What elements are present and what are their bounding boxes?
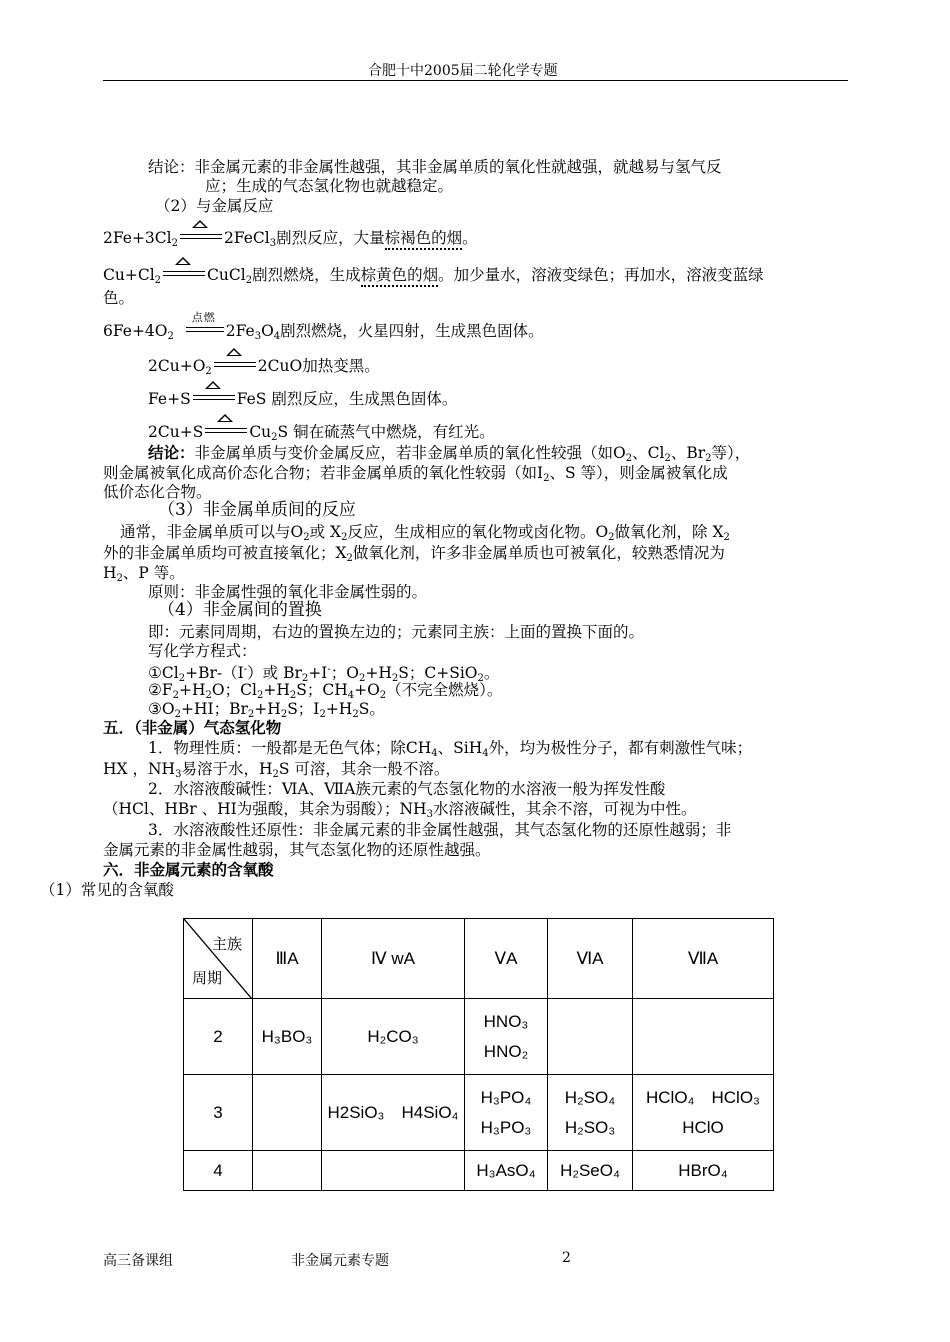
reaction-cu-cl2: $Cu+Cl_2$ CuCl$_2$剧烈燃烧，生成棕黄色的烟。加少量水，溶液变绿色；再加水，溶液变蓝绿 xyxy=(103,265,764,291)
period-cell: 2 xyxy=(184,999,253,1075)
section-2-heading: （2）与金属反应 xyxy=(155,197,274,215)
reaction-cu-o2: $2Cu+O_2$ 2CuO加热变黑。 xyxy=(148,356,380,382)
col-header: ⅦA xyxy=(633,919,774,999)
section-5-para-3: 2．水溶液酸碱性：ⅥA、ⅦA族元素的气态氢化物的水溶液一般为挥发性酸 xyxy=(148,780,666,798)
equation-2: $②F_2+H_2O$；$Cl_2+H_2S$；$CH_4+O_2$（不完全燃烧）。 xyxy=(148,681,503,701)
table-corner xyxy=(184,919,253,999)
conclusion-line-1: 结论：非金属元素的非金属性越强，其非金属单质的氧化性就越强，就越易与氢气反 xyxy=(148,158,722,176)
conclusion-2-line-3: 低价态化合物。 xyxy=(103,483,212,501)
section-4-heading: （4）非金属间的置换 xyxy=(158,600,322,620)
section-5-para-1: 1．物理性质：一般都是无色气体；除$CH_4$、SiH$_4$外，均为极性分子，都有刺激性气味； xyxy=(148,739,753,759)
section-6-heading: 六．非金属元素的含氧酸 xyxy=(103,860,274,879)
heat-condition-icon xyxy=(178,229,224,249)
section-3-para-2: 外的非金属单质均可被直接氧化；$X_2$做氧化剂，许多非金属单质也可被氧化，较熟悉情况为 xyxy=(103,544,725,564)
section-5-para-5: 3．水溶液酸性还原性：非金属元素的非金属性越强，其气态氢化物的还原性越弱；非 xyxy=(148,821,732,839)
footer-topic: 非金属元素专题 xyxy=(291,1253,389,1269)
table-cell xyxy=(548,999,633,1075)
period-cell: 3 xyxy=(184,1075,253,1151)
table-cell xyxy=(633,999,774,1075)
col-header: ⅤA xyxy=(465,919,548,999)
col-header: ⅥA xyxy=(548,919,633,999)
reaction-cu-s: 2Cu+S $Cu_2S$ 铜在硫蒸气中燃烧，有红光。 xyxy=(148,422,495,448)
section-3-para-3: $H_2$、P 等。 xyxy=(103,564,185,584)
emphasis-text: 棕褐色的烟 xyxy=(385,229,463,250)
equation-1: $①Cl_2+Br-(I^-)$或 $Br_2+I^-$；$O_2+H_2S$；C+SiO$_2$。 xyxy=(148,664,500,684)
conclusion-2-line-2: 则金属被氧化成高价态化合物；若非金属单质的氧化性较弱（如$I_2$、S 等），则金属被氧化成 xyxy=(103,464,728,484)
emphasis-text: 棕黄色的烟 xyxy=(361,266,439,287)
section-3-para-1: 通常，非金属单质可以与$O_2$或 $X_2$反应，生成相应的氧化物或卤化物。$O_2$做氧化剂，除 $X_2$ xyxy=(120,523,730,543)
table-cell xyxy=(253,1151,322,1191)
section-4-para-2: 写化学方程式： xyxy=(148,642,257,660)
footer-page-number: 2 xyxy=(562,1250,571,1266)
reaction-left: 2Fe+3Cl xyxy=(103,229,172,247)
table-cell: HNO₃ HNO₂ xyxy=(465,999,548,1075)
table-cell: H2SiO₃ H4SiO₄ xyxy=(322,1075,465,1151)
footer-group: 高三备课组 xyxy=(103,1253,173,1269)
table-cell: HBrO₄ xyxy=(633,1151,774,1191)
section-5-heading: 五．（非金属）气态氢化物 xyxy=(103,718,282,737)
section-6-sub: （1）常见的含氧酸 xyxy=(40,881,174,899)
heat-condition-icon xyxy=(161,266,207,286)
section-5-para-2: HX ，$NH_3$易溶于水，$H_2S$ 可溶，其余一般不溶。 xyxy=(103,760,450,780)
reaction-fe-cl2: $2Fe+3Cl_2$ 2FeCl$_3$剧烈反应，大量棕褐色的烟。 xyxy=(103,228,478,254)
section-3-principle: 原则：非金属性强的氧化非金属性弱的。 xyxy=(148,583,428,601)
reaction-fe-o2: $6Fe+4O_2$ 点燃 $2Fe_3O_4$剧烈燃烧，火星四射，生成黑色固体。 xyxy=(103,311,544,342)
table-cell: H₃BO₃ xyxy=(253,999,322,1075)
reaction-right: 2FeCl xyxy=(223,229,270,247)
section-5-para-4: （HCl、HBr 、HI为强酸，其余为弱酸）；$NH_3$水溶液碱性，其余不溶，可视为中性。 xyxy=(103,800,697,820)
table-cell xyxy=(253,1075,322,1151)
corner-group-label: 主族 xyxy=(211,936,242,953)
table-cell: H₂SO₄ H₂SO₃ xyxy=(548,1075,633,1151)
col-header: Ⅳ wA xyxy=(322,919,465,999)
table-cell: H₃AsO₄ xyxy=(465,1151,548,1191)
heat-condition-icon xyxy=(191,390,237,410)
oxyacid-table xyxy=(183,918,774,1191)
heat-condition-icon xyxy=(212,357,258,377)
corner-period-label: 周期 xyxy=(192,970,223,987)
section-3-heading: （3）非金属单质间的反应 xyxy=(158,500,356,520)
table-cell xyxy=(322,1151,465,1191)
conclusion-line-2: 应；生成的气态氢化物也就越稳定。 xyxy=(205,177,454,195)
ignite-condition-icon: 点燃 xyxy=(184,322,226,342)
table-cell: H₂CO₃ xyxy=(322,999,465,1075)
conclusion-2-line-1: 结论：非金属单质与变价金属反应，若非金属单质的氧化性较强（如$O_2$、$Cl_2$、$Br_2$等）， xyxy=(148,443,751,464)
page-header: 合肥十中2005届二轮化学专题 xyxy=(368,63,558,79)
table-cell: HClO₄ HClO₃ HClO xyxy=(633,1075,774,1151)
period-cell: 4 xyxy=(184,1151,253,1191)
table-cell: H₂SeO₄ xyxy=(548,1151,633,1191)
section-5-para-6: 金属元素的非金属性越弱，其气态氢化物的还原性越强。 xyxy=(103,841,491,859)
reaction-fe-s: Fe+S FeS 剧烈反应，生成黑色固体。 xyxy=(148,389,457,410)
header-rule xyxy=(103,80,848,81)
heat-condition-icon xyxy=(203,423,249,443)
col-header: ⅢA xyxy=(253,919,322,999)
equation-3: $③O_2+HI$；$Br_2+H_2S$；$I_2+H_2S$。 xyxy=(148,700,385,720)
table-cell: H₃PO₄ H₃PO₃ xyxy=(465,1075,548,1151)
reaction-cu-cl2-cont: 色。 xyxy=(103,289,135,307)
section-4-para-1: 即：元素同周期，右边的置换左边的；元素同主族：上面的置换下面的。 xyxy=(148,623,645,641)
